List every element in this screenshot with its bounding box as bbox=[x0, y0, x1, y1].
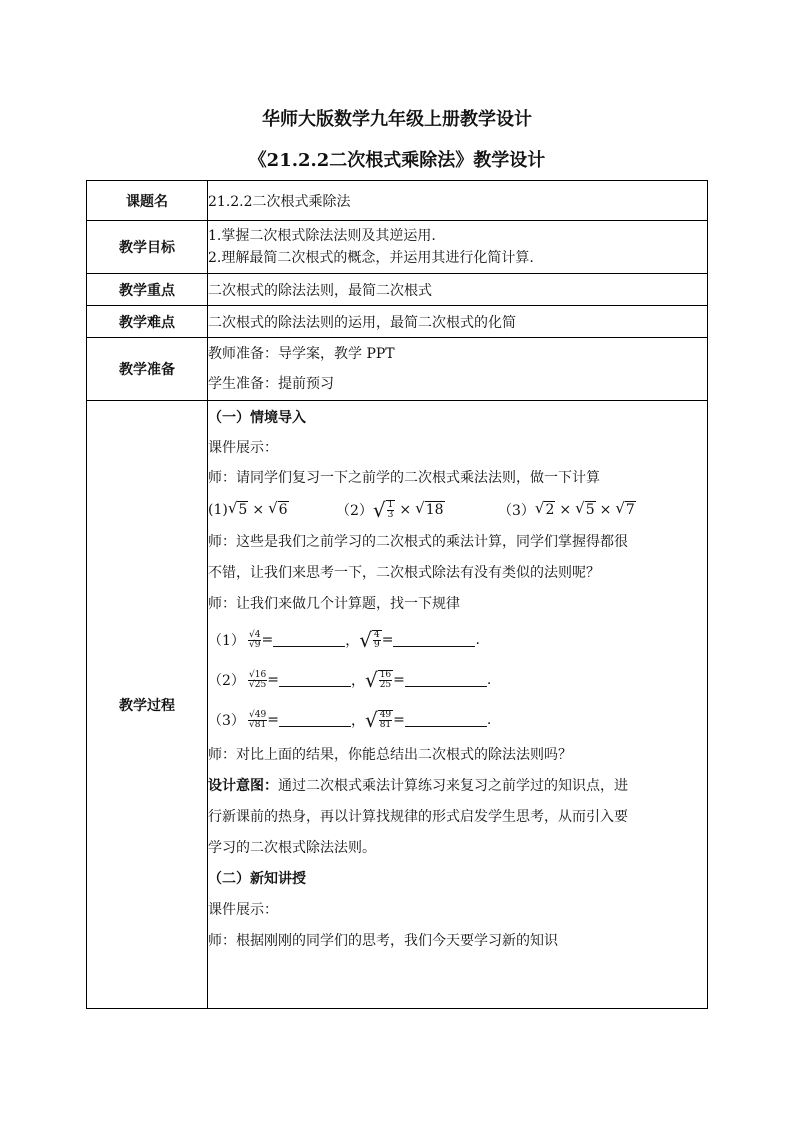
goal-2: 2.理解最简二次根式的概念，并运用其进行化简计算. bbox=[208, 250, 534, 266]
value-difficulty: 二次根式的除法法则的运用，最简二次根式的化简 bbox=[208, 306, 708, 338]
section-new-knowledge-heading: （二）新知讲授 bbox=[208, 871, 306, 887]
exercise-3: （3） √ 2 × √ 5 × √ 7 bbox=[498, 499, 635, 519]
row-key bbox=[87, 274, 708, 306]
label-process: 教学过程 bbox=[87, 401, 208, 1009]
design-intent-text: 通过二次根式乘法计算练习来复习之前学过的知识点，进 bbox=[278, 778, 628, 794]
sqrt-one-third: √ $\frac{1}{3}$ bbox=[372, 498, 394, 522]
sqrt-5: √ 5 bbox=[227, 499, 248, 519]
multiply-exercises bbox=[208, 493, 707, 527]
value-key: 二次根式的除法法则，最简二次根式 bbox=[208, 274, 708, 306]
sqrt-5b: √ 5 bbox=[575, 499, 595, 519]
teacher-line-4: 师：对比上面的结果，你能总结出二次根式的除法法则吗？ bbox=[208, 747, 572, 763]
row-prep bbox=[87, 338, 708, 401]
sqrt-18: √ 18 bbox=[415, 499, 444, 519]
label-topic: 课题名 bbox=[87, 181, 208, 221]
lesson-title: 《21.2.2二次根式乘除法》教学设计 bbox=[248, 150, 546, 171]
value-goals bbox=[208, 221, 708, 274]
value-process bbox=[208, 401, 708, 1009]
frac-sqrt49-sqrt81: $\frac{√49}{√81}$ bbox=[249, 709, 267, 730]
row-goals bbox=[87, 221, 708, 274]
teacher-line-5: 师：根据刚刚的同学们的思考，我们今天要学习新的知识 bbox=[208, 933, 558, 949]
sqrt-16-over-25: √ $\frac{16}{25}$ bbox=[364, 668, 392, 692]
answer-blank[interactable] bbox=[273, 634, 345, 647]
design-intent-label: 设计意图： bbox=[208, 778, 278, 794]
label-key: 教学重点 bbox=[87, 274, 208, 306]
division-question-2: （2） $\frac{√16}{√25}$ = ， √ $\frac{16}{25}$ = . bbox=[208, 668, 492, 692]
design-intent-line-3: 学习的二次根式除法法则。 bbox=[208, 840, 376, 856]
label-difficulty: 教学难点 bbox=[87, 306, 208, 338]
teacher-line-1: 师：请同学们复习一下之前学的二次根式乘法法则，做一下计算 bbox=[208, 470, 600, 486]
exercise-1: (1) √ 5 × √ 6 bbox=[208, 499, 288, 519]
teacher-line-3: 师：让我们来做几个计算题，找一下规律 bbox=[208, 596, 460, 612]
answer-blank[interactable] bbox=[279, 674, 351, 687]
lesson-table bbox=[86, 180, 708, 1009]
division-question-1: （1） $\frac{√4}{√9}$ = ， √ $\frac{4}{9}$ = . bbox=[208, 628, 480, 652]
courseware-show-1: 课件展示： bbox=[208, 440, 278, 456]
answer-blank[interactable] bbox=[393, 634, 475, 647]
label-prep: 教学准备 bbox=[87, 338, 208, 401]
row-topic bbox=[87, 181, 708, 221]
row-difficulty bbox=[87, 306, 708, 338]
design-intent-line-2: 行新课前的热身，再以计算找规律的形式启发学生思考，从而引入要 bbox=[208, 809, 628, 825]
doc-title: 华师大版数学九年级上册教学设计 bbox=[262, 109, 532, 130]
design-intent bbox=[208, 771, 707, 802]
division-question-3: （3） $\frac{√49}{√81}$ = ， √ $\frac{49}{81}$ = . bbox=[208, 708, 492, 732]
section-intro-heading: （一）情境导入 bbox=[208, 410, 306, 426]
answer-blank[interactable] bbox=[279, 714, 351, 727]
sqrt-2: √ 2 bbox=[534, 499, 555, 519]
label-goals: 教学目标 bbox=[87, 221, 208, 274]
answer-blank[interactable] bbox=[405, 714, 487, 727]
value-prep bbox=[208, 338, 708, 401]
teacher-line-2a: 师：这些是我们之前学习的二次根式的乘法计算，同学们掌握得都很 bbox=[208, 534, 628, 550]
sqrt-4-over-9: √ $\frac{4}{9}$ bbox=[359, 628, 380, 652]
prep-teacher: 教师准备：导学案，教学 PPT bbox=[208, 346, 395, 362]
exercise-2: （2） √ $\frac{1}{3}$ × √ 18 bbox=[336, 498, 444, 522]
frac-sqrt16-sqrt25: $\frac{√16}{√25}$ bbox=[249, 669, 267, 690]
sqrt-6: √ 6 bbox=[268, 499, 288, 519]
courseware-show-2: 课件展示： bbox=[208, 902, 278, 918]
sqrt-49-over-81: √ $\frac{49}{81}$ bbox=[364, 708, 392, 732]
prep-student: 学生准备：提前预习 bbox=[208, 376, 334, 392]
sqrt-7: √ 7 bbox=[615, 499, 635, 519]
frac-sqrt4-sqrt9: $\frac{√4}{√9}$ bbox=[249, 629, 261, 650]
goal-1: 1.掌握二次根式除法法则及其逆运用. bbox=[208, 228, 436, 244]
answer-blank[interactable] bbox=[405, 674, 487, 687]
row-process bbox=[87, 401, 708, 1009]
teacher-line-2b: 不错，让我们来思考一下，二次根式除法有没有类似的法则呢？ bbox=[208, 565, 600, 581]
value-topic: 21.2.2二次根式乘除法 bbox=[208, 181, 708, 221]
